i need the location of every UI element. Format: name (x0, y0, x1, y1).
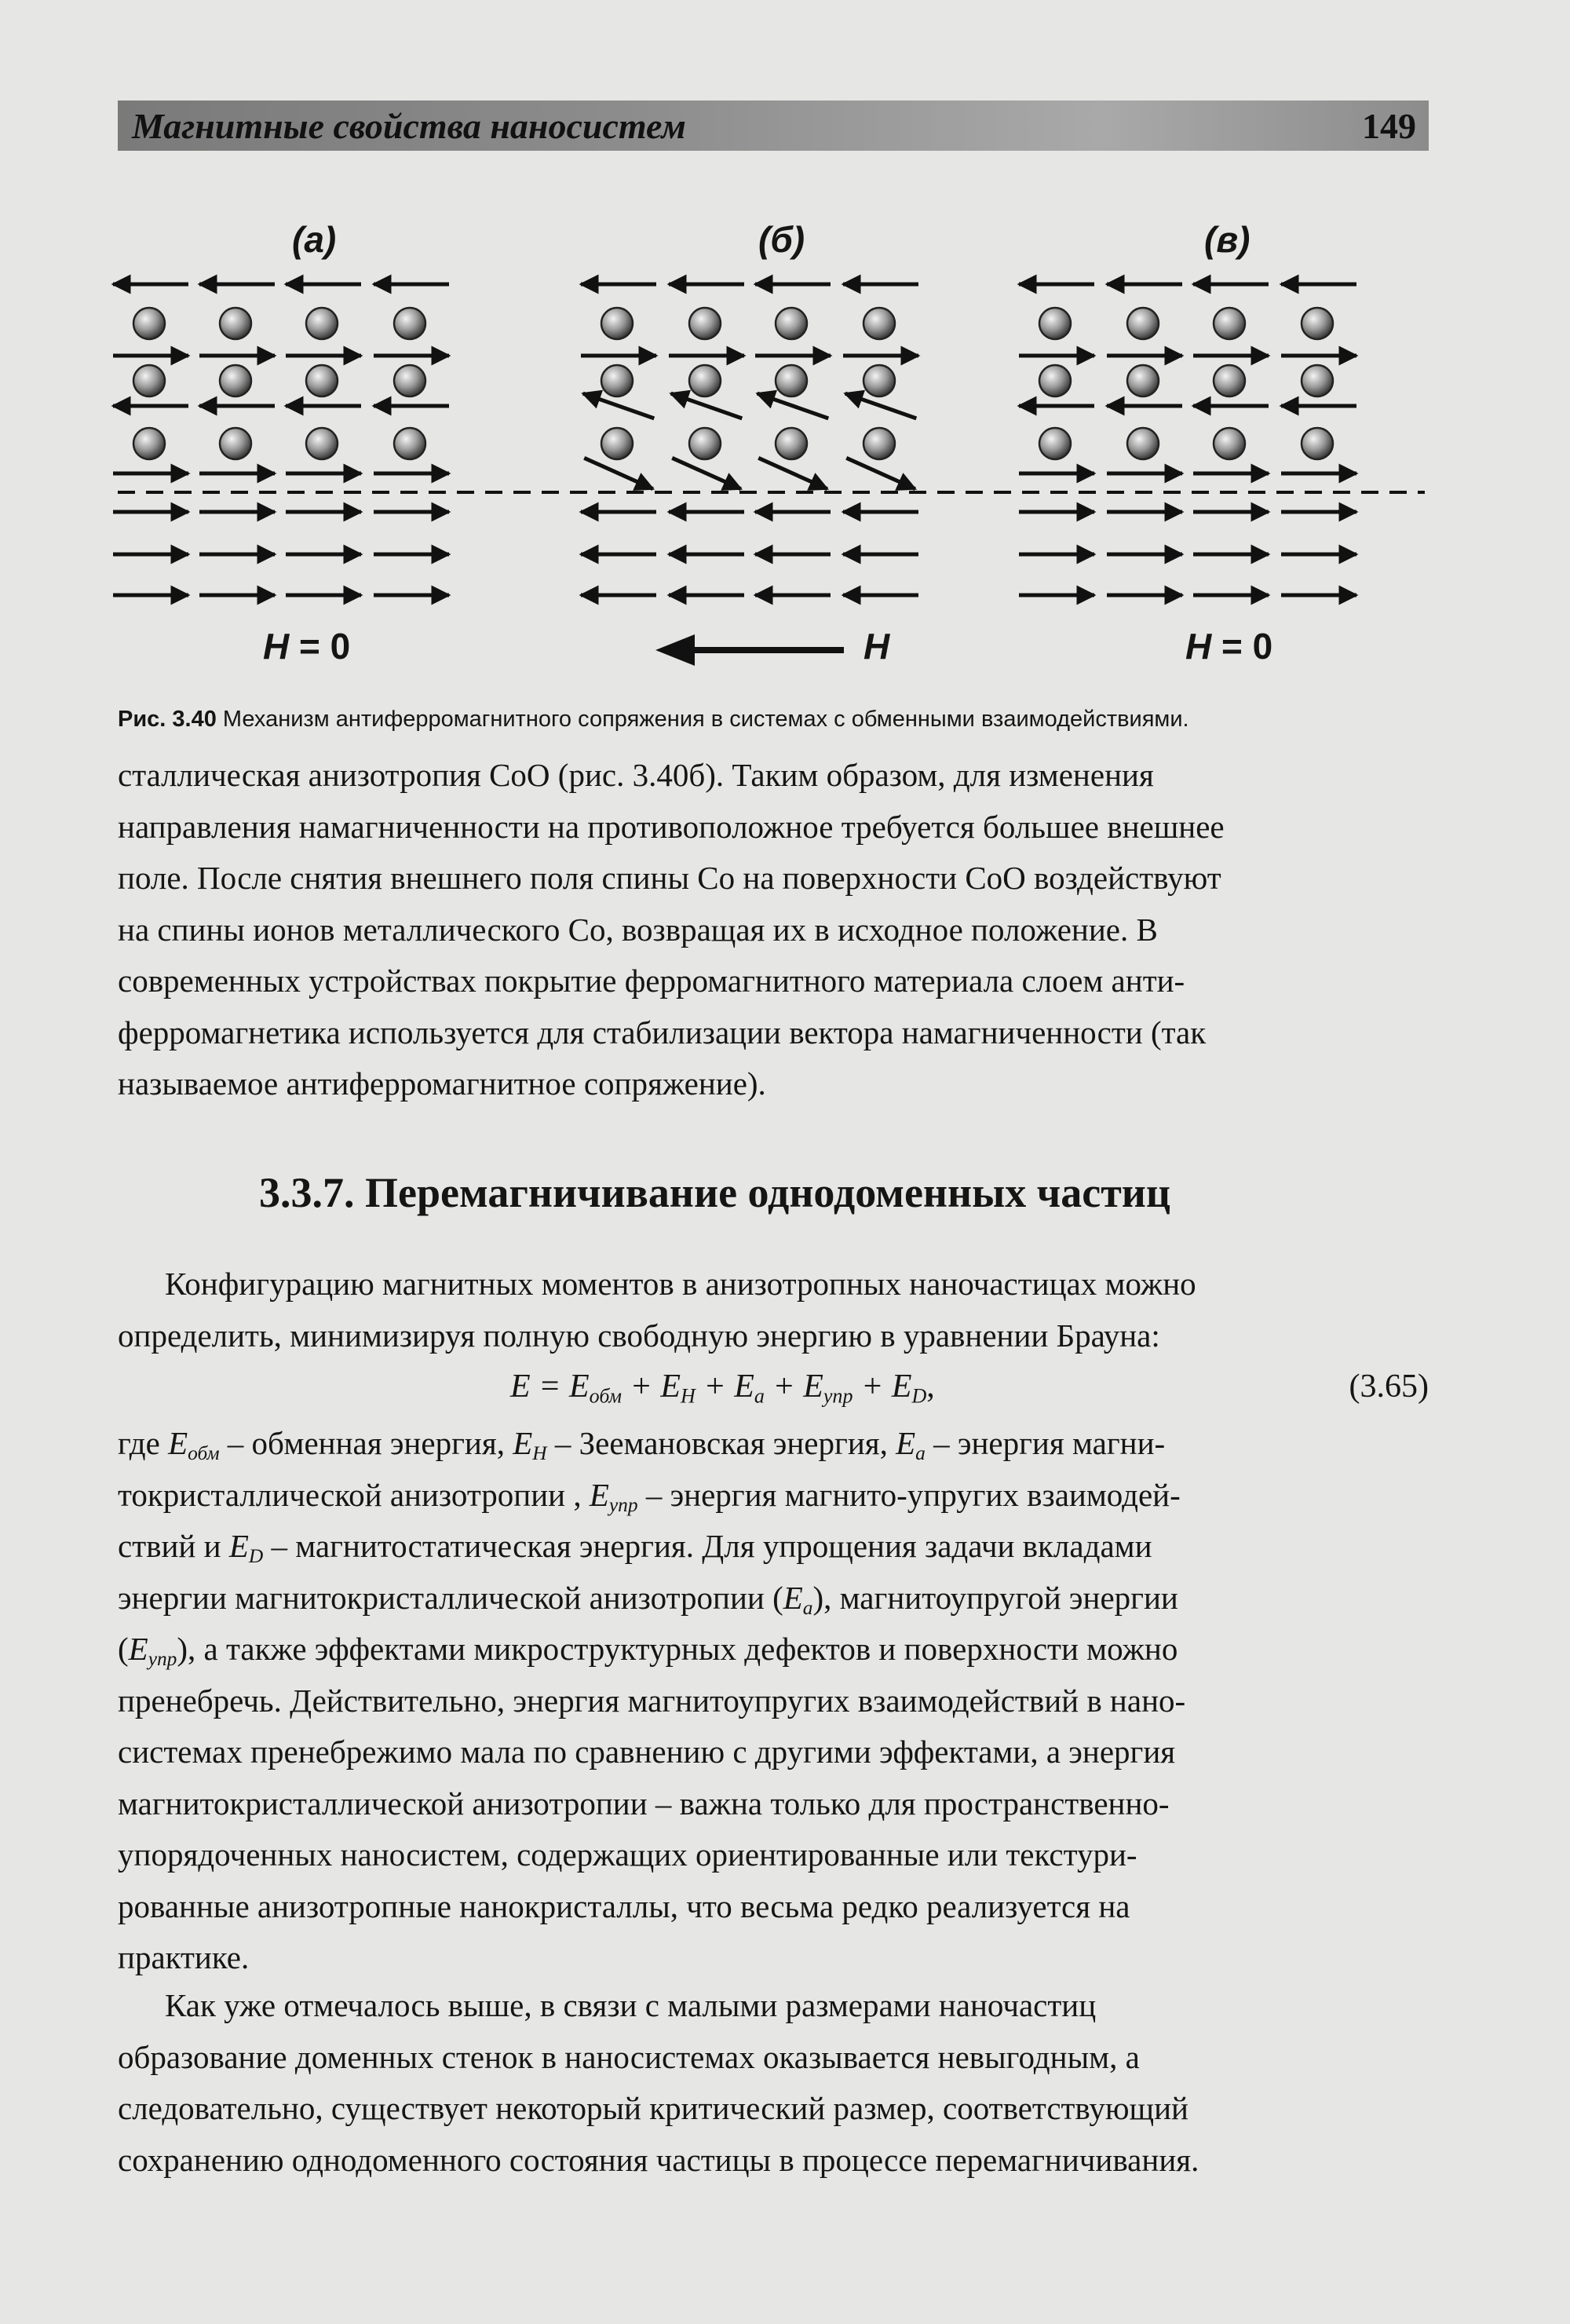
co-atom (601, 308, 633, 339)
co-atoms (133, 308, 1333, 459)
equation-formula: $E = E_{обм} + E_H + E_a + E_{упр} + E_D$, (510, 1368, 935, 1408)
spin-arrow (672, 458, 741, 488)
co-atom (689, 308, 721, 339)
text-line: токристаллической анизотропии , $E_{упр}$ – энергия магнито-упругих взаимодей- (118, 1476, 1181, 1516)
spin-arrow (758, 458, 827, 488)
field-label-c: H = 0 (1185, 626, 1273, 667)
co-atom (133, 428, 165, 459)
co-atom (306, 428, 338, 459)
text-line: сталлическая анизотропия CoO (рис. 3.40б). Таким образом, для изменения (118, 757, 1154, 793)
co-atom (394, 428, 425, 459)
text-line: направления намагниченности на противоположное требуется большее внешнее (118, 808, 1225, 845)
equation-3-65 (118, 1368, 1429, 1420)
co-atom (1127, 365, 1159, 396)
co-atom (1302, 308, 1333, 339)
co-atom (306, 308, 338, 339)
text-line: определить, минимизируя полную свободную энергию в уравнении Брауна: (118, 1317, 1160, 1354)
panel-label-a: (а) (292, 219, 337, 260)
co-atom (1214, 365, 1245, 396)
figure-caption (118, 707, 1429, 733)
co-atom (394, 365, 425, 396)
co-atom (1214, 308, 1245, 339)
co-atom (864, 428, 895, 459)
co-atom (220, 308, 251, 339)
paragraph-2 (118, 1259, 1429, 1361)
exchange-coupling-figure (0, 0, 1570, 707)
text-line: где $E_{обм}$ – обменная энергия, $E_H$ – Зеемановская энергия, $E_a$ – энергия магни- (118, 1425, 1166, 1465)
co-atom (394, 308, 425, 339)
text-line: Как уже отмечалось выше, в связи с малыми размерами наночастиц (165, 1987, 1097, 2023)
text-line: $(E_{упр})$, а также эффектами микроструктурных дефектов и поверхности можно (118, 1631, 1178, 1671)
field-arrow (655, 634, 844, 666)
paragraph-3 (118, 1418, 1429, 1984)
spin-arrows (113, 284, 1356, 595)
co-atom (133, 365, 165, 396)
co-atom (1302, 428, 1333, 459)
caption-text: Механизм антиферромагнитного сопряжения в системах с обменными взаимодействиями. (222, 707, 1189, 732)
text-line: упорядоченных наносистем, содержащих ориентированные или текстури- (118, 1836, 1137, 1873)
co-atom (1039, 308, 1071, 339)
section-heading: 3.3.7. Перемагничивание однодоменных частиц (259, 1169, 1170, 1216)
text-line: образование доменных стенок в наносистемах оказывается невыгодным, а (118, 2038, 1140, 2075)
co-atom (1302, 365, 1333, 396)
field-label-b: H (864, 626, 890, 667)
paragraph-1 (118, 750, 1429, 1110)
spin-arrow (584, 458, 653, 488)
co-atom (776, 428, 807, 459)
page-number: 149 (1362, 106, 1416, 146)
co-atom (601, 428, 633, 459)
text-line: магнитокристаллической анизотропии – важна только для пространственно- (118, 1785, 1170, 1822)
text-line: практике. (118, 1939, 250, 1975)
co-atom (133, 308, 165, 339)
co-atom (864, 365, 895, 396)
co-atom (1127, 428, 1159, 459)
panel-label-b: (б) (758, 219, 805, 260)
text-line: системах пренебрежимо мала по сравнению с другими эффектами, а энергия (118, 1734, 1176, 1770)
text-line: сохранению однодоменного состояния частицы в процессе перемагничивания. (118, 2141, 1199, 2178)
text-line: энергии магнитокристаллической анизотропии $(E_a)$, магнитоупругой энергии (118, 1579, 1178, 1619)
co-atom (1039, 365, 1071, 396)
co-atom (864, 308, 895, 339)
co-atom (220, 428, 251, 459)
co-atom (776, 365, 807, 396)
co-atom (1039, 428, 1071, 459)
text-line: называемое антиферромагнитное сопряжение). (118, 1065, 766, 1102)
co-atom (689, 365, 721, 396)
text-line: на спины ионов металлического Co, возвращая их в исходное положение. В (118, 911, 1158, 948)
co-atom (306, 365, 338, 396)
text-line: рованные анизотропные нанокристаллы, что весьма редко реализуется на (118, 1887, 1130, 1924)
co-atom (776, 308, 807, 339)
paragraph-4 (118, 1980, 1429, 2186)
caption-label: Рис. 3.40 (118, 707, 217, 732)
spin-arrow (846, 458, 915, 488)
text-line: Конфигурацию магнитных моментов в анизотропных наночастицах можно (165, 1266, 1196, 1302)
co-atom (1214, 428, 1245, 459)
co-atom (220, 365, 251, 396)
text-line: пренебречь. Действительно, энергия магнитоупругих взаимодействий в нано- (118, 1682, 1186, 1719)
co-atom (689, 428, 721, 459)
text-line: ствий и $E_D$ – магнитостатическая энергия. Для упрощения задачи вкладами (118, 1528, 1152, 1568)
co-atom (1127, 308, 1159, 339)
text-line: современных устройствах покрытие ферромагнитного материала слоем анти- (118, 963, 1185, 999)
field-label-a: H = 0 (263, 626, 351, 667)
co-atom (601, 365, 633, 396)
header-title: Магнитные свойства наносистем (132, 106, 686, 146)
text-line: ферромагнетика используется для стабилизации вектора намагниченности (так (118, 1014, 1207, 1051)
equation-number: (3.65) (1349, 1368, 1429, 1405)
panel-label-c: (в) (1204, 219, 1251, 260)
text-line: поле. После снятия внешнего поля спины Co на поверхности CoO воздействуют (118, 860, 1221, 896)
text-line: следовательно, существует некоторый критический размер, соответствующий (118, 2090, 1188, 2126)
